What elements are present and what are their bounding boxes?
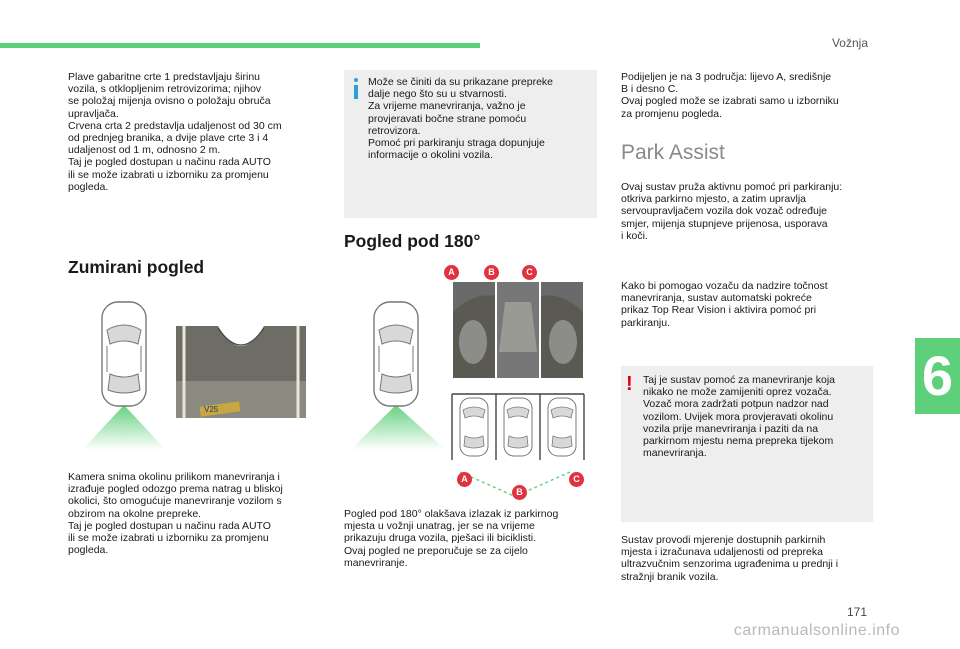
label-b-bottom: B — [512, 485, 527, 500]
label-c-bottom: C — [569, 472, 584, 487]
info-icon — [354, 85, 358, 99]
park-assist-p2: Kako bi pomogao vozaču da nadzire točnost manevriranja, sustav automatski pokreće prikaz Top Rear Vision i aktivira pomoć pri parkiranju. — [621, 280, 828, 329]
info-icon-dot — [354, 78, 358, 82]
car-topview-illustration — [74, 300, 174, 450]
watermark: carmanualsonline.info — [733, 622, 900, 639]
view180-body: Pogled pod 180° olakšava izlazak iz parkirnog mjesta u vožnji unatrag, jer se na vrijeme prikazuju druga vozila, pješaci ili biciklisti. Ovaj pogled ne preporučuje se za cijelo manevriranje. — [344, 508, 559, 569]
label-a-bottom: A — [457, 472, 472, 487]
zoom-camera-screen — [176, 326, 306, 418]
park-assist-heading: Park Assist — [621, 141, 725, 164]
zoom-view-body: Kamera snima okolinu prilikom manevriranja i izrađuje pogled odozgo prema natrag u bliskoj okolici, što omogućuje manevriranje vozilom s obzirom na okolne prepreke. Taj je pogled dostupan u načinu rada AUTO ili se može izabrati u izborniku za promjenu pogleda. — [68, 471, 283, 557]
view180-camera-screen — [453, 282, 583, 378]
page-number: 171 — [846, 605, 867, 619]
warning-text: Taj je sustav pomoć za manevriranje koja nikako ne može zamijeniti oprez vozača. Vozač mora zadržati potpun nadzor nad vozilom. Uvijek mora provjeravati okolinu vozila prije manevriranja i paziti da na parkirnom mjestu nema prepreka tijekom manevriranja. — [643, 374, 836, 460]
park-assist-p1: Ovaj sustav pruža aktivnu pomoć pri parkiranju: otkriva parkirno mjesto, a zatim upravlja servoupravljačem vozila dok vozač određuje smjer, mijenja stupnjeve prijenosa, usporava i koči. — [621, 181, 843, 242]
header-accent-bar — [0, 43, 480, 48]
car-topview-illustration-180 — [350, 300, 450, 450]
view180-camera-image — [453, 282, 583, 378]
col1-intro: Plave gabaritne crte 1 predstavljaju širinu vozila, s otklopljenim retrovizorima; njihov se položaj mijenja ovisno o položaju obruča upravljača. Crvena crta 2 predstavlja udaljenost od 30 cm od prednjeg branika, a dvije plave crte 3 i 4 udaljenost od 1 m, odnosno 2 m. Taj je pogled dostupan u načinu rada AUTO ili se može izabrati u izborniku za promjenu pogleda. — [68, 71, 282, 193]
warning-icon: ! — [626, 373, 633, 395]
col3-intro: Podijeljen je na 3 područja: lijevo A, središnje B i desno C. Ovaj pogled može se izabrati samo u izborniku za promjenu pogleda. — [621, 71, 839, 120]
park-assist-p3: Sustav provodi mjerenje dostupnih parkirnih mjesta i izračunava udaljenosti od prepreka ultrazvučnim senzorima ugrađenima u prednji i stražnji branik vozila. — [621, 534, 839, 583]
parking-row-illustration — [450, 392, 586, 462]
zoom-view-heading: Zumirani pogled — [68, 257, 205, 277]
label-b-top: B — [484, 265, 499, 280]
zoom-camera-image — [176, 326, 306, 418]
info-text: Može se činiti da su prikazane prepreke dalje nego što su u stvarnosti. Za vrijeme manevriranja, važno je provjeravati bočne strane pomoću retrovizora. Pomoć pri parkiranju straga dopunjuje informacije o okolini vozila. — [368, 76, 554, 162]
chapter-number: 6 — [921, 344, 954, 407]
label-c-top: C — [522, 265, 537, 280]
label-a-top: A — [444, 265, 459, 280]
view180-heading: Pogled pod 180° — [344, 231, 481, 251]
section-title: Vožnja — [831, 36, 868, 50]
license-plate-text: V25 — [204, 405, 219, 414]
